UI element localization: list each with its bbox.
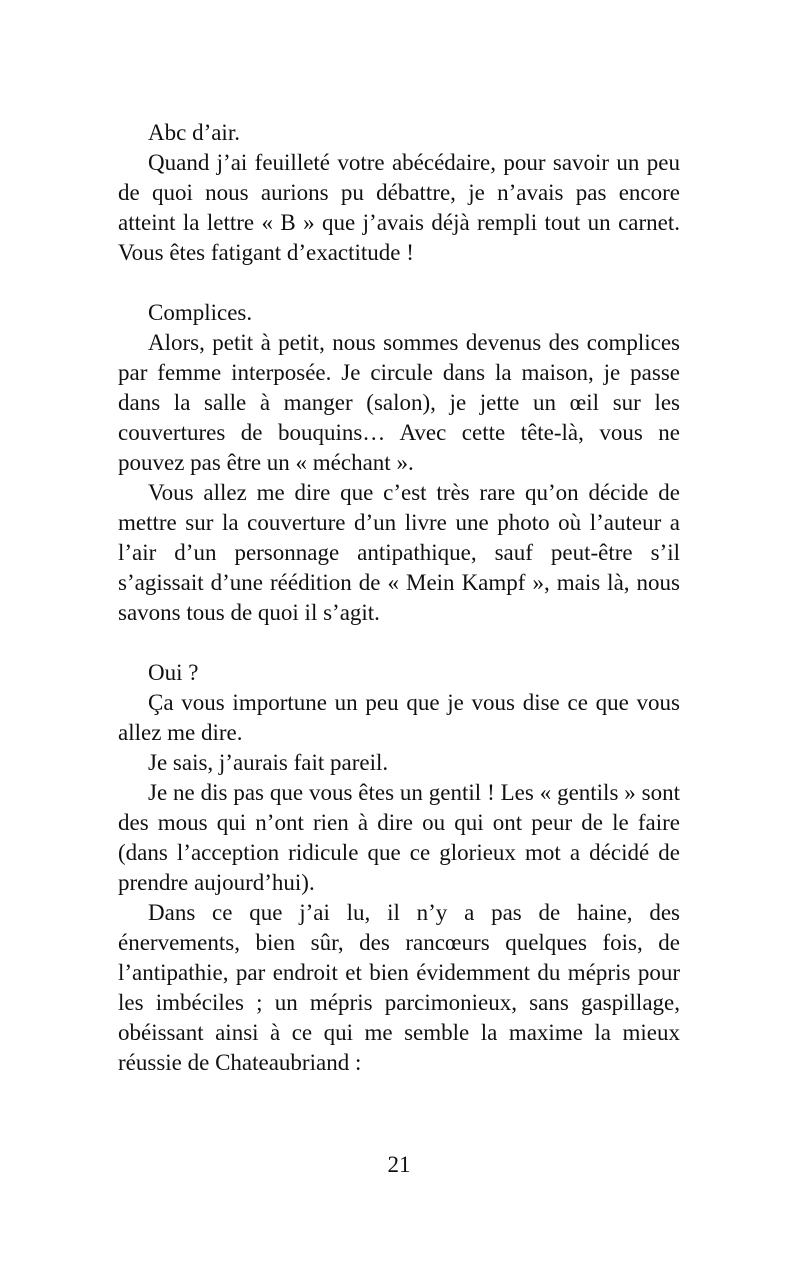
paragraph: Vous allez me dire que c’est très rare qu’on décide de mettre sur la couverture d’un livre une photo où l’auteur a l’air d’un personnage antipathique, sauf peut-être s’il s’agissait d’une réédition de « Mein Kampf », mais là, nous savons tous de quoi il s’agit. [118,480,680,625]
heading-oui: Oui ? [148,660,199,685]
section-gap [118,268,680,298]
paragraph: Quand j’ai feuilleté votre abécédaire, pour savoir un peu de quoi nous aurions pu débattre, je n’avais pas encore atteint la lettre « B » que j’avais déjà rempli tout un carnet. Vous êtes fatigant d’exactitude ! [118,150,680,265]
heading-abc-dair: Abc d’air. [148,120,240,145]
paragraph: Je sais, j’aurais fait pareil. [148,750,389,775]
paragraph: Ça vous importune un peu que je vous dise ce que vous allez me dire. [118,690,680,745]
section-gap [118,628,680,658]
page-number: 21 [387,1152,411,1177]
paragraph: Je ne dis pas que vous êtes un gentil ! Les « gentils » sont des mous qui n’ont rien à dire ou qui ont peur de le faire (dans l’acception ridicule que ce glorieux mot a décidé de prendre aujourd’hui). [118,780,680,895]
heading-complices: Complices. [148,300,253,325]
paragraph: Alors, petit à petit, nous sommes devenus des complices par femme interposée. Je circule dans la maison, je passe dans la salle à manger (salon), je jette un œil sur les couvertures de bouquins… Avec cette tête-là, vous ne pouvez pas être un « méchant ». [118,330,680,475]
paragraph: Dans ce que j’ai lu, il n’y a pas de haine, des énervements, bien sûr, des rancœurs quelques fois, de l’antipathie, par endroit et bien évidemment du mépris pour les imbéciles ; un mépris parcimonieux, sans gaspillage, obéissant ainsi à ce qui me semble la maxime la mieux réussie de Chateaubriand : [118,900,680,1075]
page-body [118,118,680,1078]
